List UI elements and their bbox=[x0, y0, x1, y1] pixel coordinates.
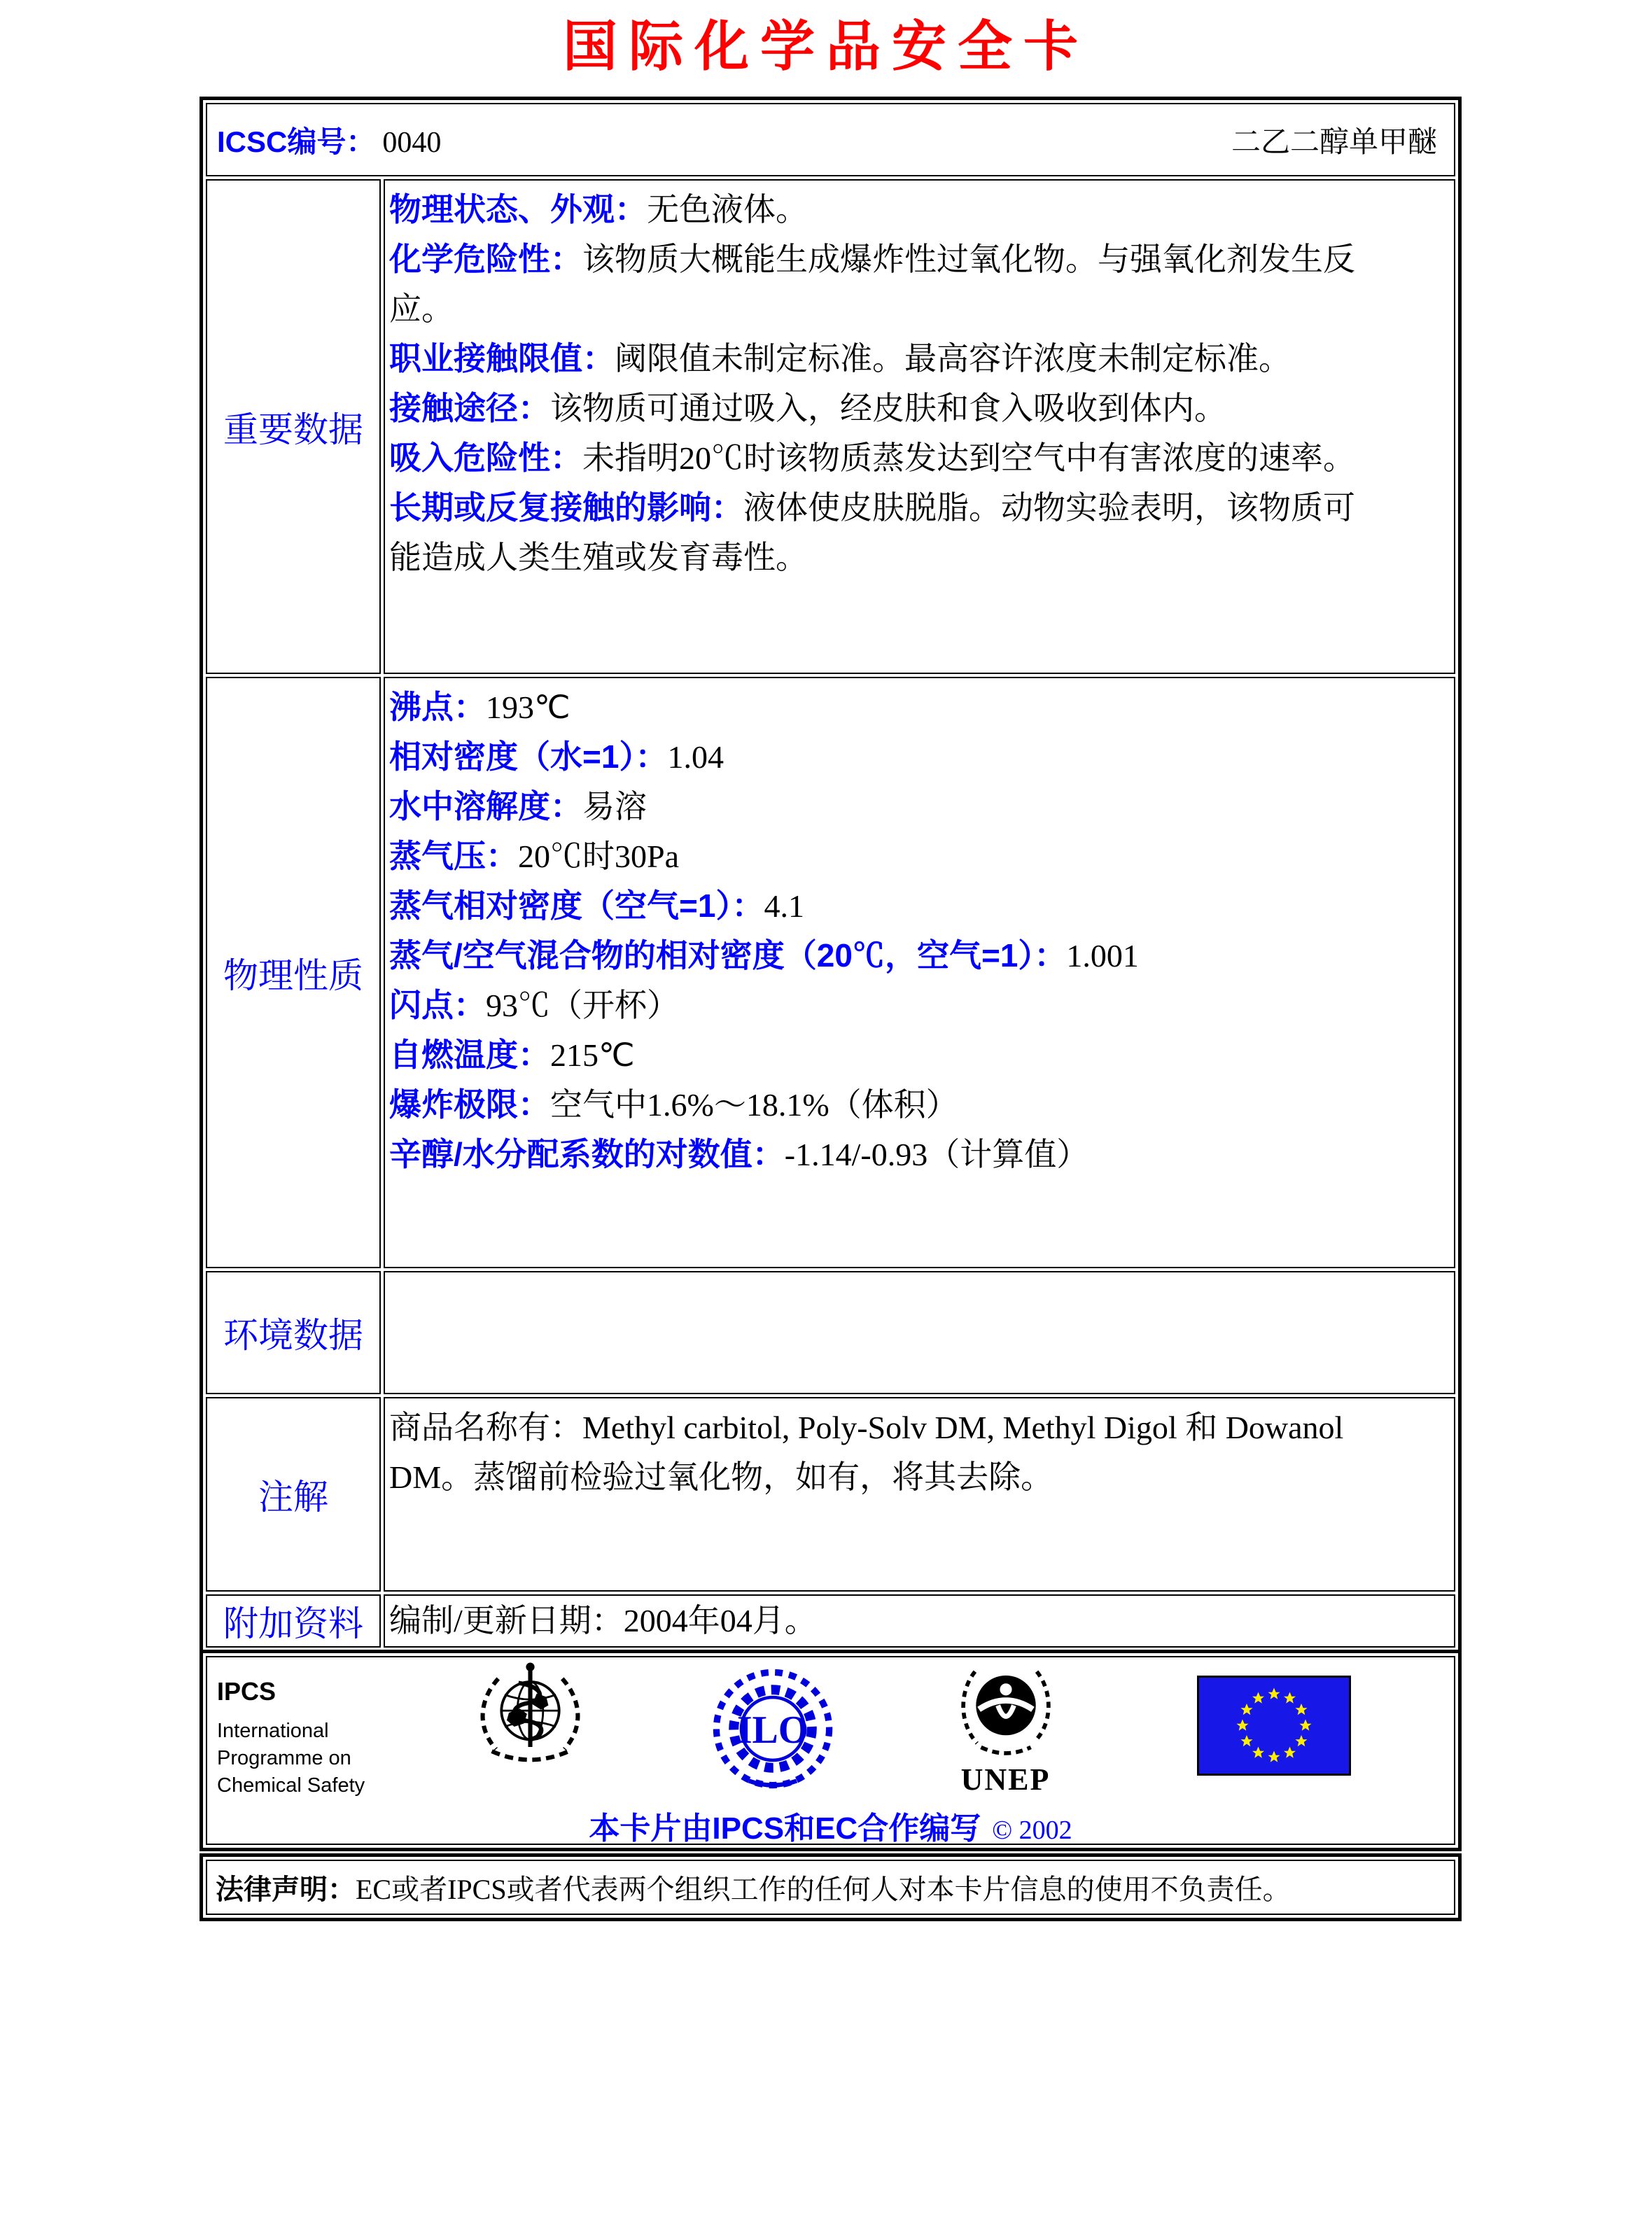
page-title: 国际化学品安全卡 bbox=[562, 16, 1089, 77]
property-label: 自燃温度： bbox=[389, 1037, 550, 1073]
entry-text: 该物质大概能生成爆炸性过氧化物。与强氧化剂发生反应。 bbox=[389, 241, 1355, 327]
property-label: 蒸气相对密度（空气=1）： bbox=[389, 887, 764, 924]
data-entry-line bbox=[389, 384, 1447, 433]
property-entry-line bbox=[389, 981, 1447, 1030]
entry-label: 长期或反复接触的影响： bbox=[389, 489, 743, 526]
property-value: 215℃ bbox=[550, 1037, 635, 1073]
property-value: 93℃（开杯） bbox=[486, 988, 679, 1023]
additional-info-text: 编制/更新日期：2004年04月。 bbox=[389, 1603, 817, 1638]
property-value: 4.1 bbox=[764, 888, 804, 924]
entry-text: 阈限值未制定标准。最高容许浓度未制定标准。 bbox=[615, 341, 1291, 377]
property-label: 爆炸极限： bbox=[389, 1086, 550, 1123]
property-entry-line bbox=[389, 782, 1447, 831]
data-entry-line bbox=[389, 334, 1447, 384]
additional-info-content bbox=[384, 1594, 1455, 1648]
ipcs-block bbox=[217, 1677, 365, 1799]
property-value: 空气中1.6%～18.1%（体积） bbox=[550, 1087, 958, 1123]
property-label: 蒸气压： bbox=[389, 838, 518, 874]
section-label-physical-properties: 物理性质 bbox=[206, 677, 381, 1268]
property-entry-line bbox=[389, 1130, 1447, 1179]
property-value: 易溶 bbox=[582, 789, 647, 824]
ipcs-line-3: Chemical Safety bbox=[217, 1774, 365, 1797]
chemical-name: 二乙二醇单甲醚 bbox=[1231, 126, 1437, 159]
entry-text: 无色液体。 bbox=[647, 192, 808, 227]
icsc-number-label: ICSC编号： bbox=[217, 125, 376, 158]
property-value: -1.14/-0.93（计算值） bbox=[784, 1137, 1089, 1172]
property-label: 辛醇/水分配系数的对数值： bbox=[389, 1136, 785, 1172]
ipcs-line-2: Programme on bbox=[217, 1747, 351, 1769]
property-value: 1.001 bbox=[1066, 938, 1139, 974]
entry-text: 液体使皮肤脱脂。动物实验表明，该物质可能造成人类生殖或发育毒性。 bbox=[389, 490, 1355, 575]
entry-text: 该物质可通过吸入，经皮肤和食入吸收到体内。 bbox=[550, 391, 1226, 426]
environmental-data-content bbox=[384, 1271, 1455, 1394]
unep-logo-icon bbox=[951, 1662, 1061, 1765]
main-table bbox=[200, 97, 1462, 1654]
entry-label: 化学危险性： bbox=[389, 241, 582, 277]
ilo-letters: ILO bbox=[736, 1708, 809, 1753]
property-value: 193℃ bbox=[486, 689, 570, 725]
property-entry-line bbox=[389, 732, 1447, 782]
property-entry-line bbox=[389, 881, 1447, 931]
section-label-environmental-data: 环境数据 bbox=[206, 1271, 381, 1394]
notes-content bbox=[384, 1397, 1455, 1592]
data-entry-line bbox=[389, 185, 1447, 234]
entry-text: 未指明20℃时该物质蒸发达到空气中有害浓度的速率。 bbox=[582, 440, 1355, 476]
section-label-notes: 注解 bbox=[206, 1397, 381, 1592]
data-entry-line bbox=[389, 483, 1447, 582]
notes-text: 商品名称有：Methyl carbitol, Poly-Solv DM, Methyl Digol 和 Dowanol DM。蒸馏前检验过氧化物，如有，将其去除。 bbox=[389, 1410, 1344, 1495]
icsc-number-value: 0040 bbox=[382, 126, 442, 159]
copyright-text: © 2002 bbox=[992, 1816, 1072, 1845]
property-entry-line bbox=[389, 1030, 1447, 1080]
property-label: 相对密度（水=1）： bbox=[389, 738, 668, 775]
who-logo-icon bbox=[465, 1662, 595, 1788]
entry-label: 职业接触限值： bbox=[389, 340, 615, 377]
legal-label: 法律声明： bbox=[216, 1874, 356, 1905]
unep-logo-block bbox=[948, 1662, 1063, 1795]
ipcs-acronym: IPCS bbox=[217, 1677, 276, 1706]
icsc-header-row bbox=[206, 103, 1455, 176]
logos-row bbox=[206, 1656, 1455, 1845]
logos-table bbox=[200, 1650, 1462, 1851]
entry-label: 接触途径： bbox=[389, 390, 550, 426]
section-label-important-data: 重要数据 bbox=[206, 179, 381, 674]
property-label: 沸点： bbox=[389, 689, 486, 725]
property-label: 蒸气/空气混合物的相对密度（20℃，空气=1）： bbox=[389, 937, 1067, 974]
property-entry-line bbox=[389, 1080, 1447, 1130]
caption-text: 本卡片由IPCS和EC合作编写 bbox=[589, 1811, 981, 1845]
unep-wordmark: UNEP bbox=[960, 1762, 1051, 1797]
property-label: 闪点： bbox=[389, 987, 486, 1023]
data-entry-line bbox=[389, 433, 1447, 483]
property-value: 20℃时30Pa bbox=[518, 838, 679, 874]
data-entry-line bbox=[389, 234, 1447, 334]
footer-caption bbox=[207, 1803, 1454, 1845]
legal-row bbox=[206, 1860, 1455, 1915]
property-entry-line bbox=[389, 831, 1447, 881]
legal-table bbox=[200, 1853, 1462, 1921]
property-value: 1.04 bbox=[667, 739, 724, 775]
property-entry-line bbox=[389, 931, 1447, 981]
entry-label: 吸入危险性： bbox=[389, 440, 582, 476]
section-label-additional-info: 附加资料 bbox=[206, 1594, 381, 1648]
entry-label: 物理状态、外观： bbox=[389, 191, 647, 227]
important-data-content bbox=[384, 179, 1455, 674]
legal-text: EC或者IPCS或者代表两个组织工作的任何人对本卡片信息的使用不负责任。 bbox=[356, 1874, 1291, 1905]
ipcs-line-1: International bbox=[217, 1720, 329, 1742]
property-label: 水中溶解度： bbox=[389, 788, 582, 824]
icsc-number-group bbox=[217, 119, 441, 161]
eu-flag-icon bbox=[1197, 1676, 1351, 1776]
physical-properties-content bbox=[384, 677, 1455, 1268]
ilo-logo-icon bbox=[708, 1666, 838, 1792]
property-entry-line bbox=[389, 682, 1447, 732]
